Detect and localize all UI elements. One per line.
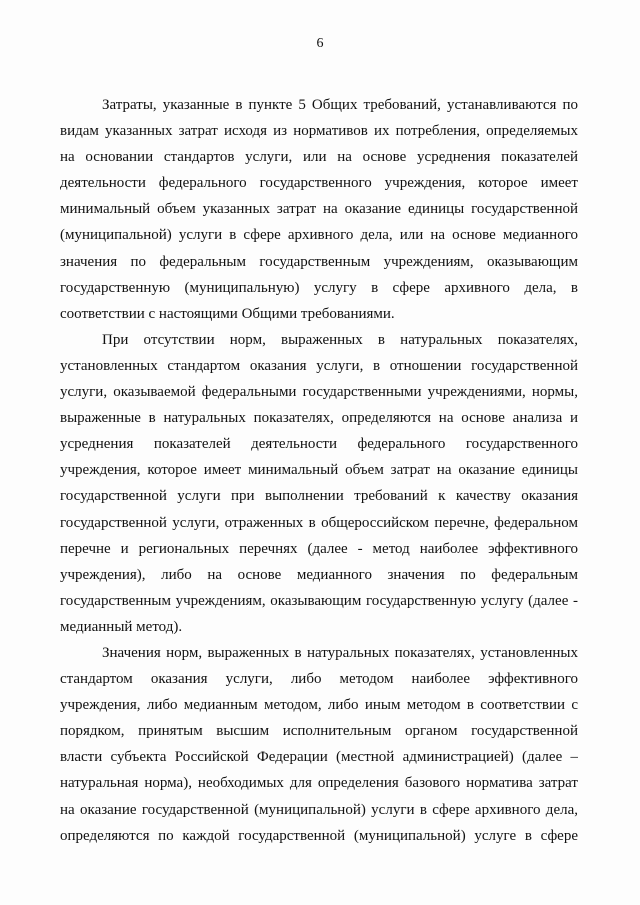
paragraph-3 bbox=[60, 640, 578, 849]
text-line: порядком, принятым высшим исполнительным органом государственной bbox=[60, 723, 578, 740]
text-line: государственным учреждениям, оказывающим государственную услугу (далее - bbox=[60, 592, 578, 609]
text-line: определяются по каждой государственной (муниципальной) услуге в сфере bbox=[60, 827, 578, 844]
text-line: (муниципальной) услуги в сфере архивного дела, или на основе медианного bbox=[60, 227, 578, 244]
text-line: услуги, оказываемой федеральными государственными учреждениями, нормы, bbox=[60, 384, 578, 401]
page-number: 6 bbox=[316, 36, 324, 51]
text-line: государственной услуги при выполнении требований к качеству оказания bbox=[60, 488, 578, 505]
text-line: При отсутствии норм, выраженных в натуральных показателях, bbox=[102, 331, 578, 348]
text-line: деятельности федерального государственного учреждения, которое имеет bbox=[60, 175, 578, 192]
text-line: учреждения), либо на основе медианного значения по федеральным bbox=[60, 566, 578, 583]
text-line: выраженные в натуральных показателях, определяются на основе анализа и bbox=[60, 410, 578, 427]
document-body bbox=[60, 92, 578, 849]
text-line: стандартом оказания услуги, либо методом наиболее эффективного bbox=[60, 671, 578, 688]
text-line: власти субъекта Российской Федерации (местной администрацией) (далее – bbox=[60, 749, 578, 766]
paragraph-1 bbox=[60, 92, 578, 327]
text-line: на основании стандартов услуги, или на основе усреднения показателей bbox=[60, 149, 578, 166]
text-line: государственную (муниципальную) услугу в сфере архивного дела, в bbox=[60, 279, 578, 296]
text-line: медианный метод). bbox=[60, 618, 183, 635]
text-line: на оказание государственной (муниципальной) услуги в сфере архивного дела, bbox=[60, 801, 578, 818]
text-line: минимальный объем указанных затрат на оказание единицы государственной bbox=[60, 201, 578, 218]
text-line: Затраты, указанные в пункте 5 Общих требований, устанавливаются по bbox=[102, 97, 578, 113]
text-line: установленных стандартом оказания услуги, в отношении государственной bbox=[60, 357, 578, 374]
text-line: видам указанных затрат исходя из нормативов их потребления, определяемых bbox=[60, 123, 578, 140]
text-line: Значения норм, выраженных в натуральных показателях, установленных bbox=[102, 644, 578, 661]
text-line: перечне и региональных перечнях (далее - метод наиболее эффективного bbox=[60, 540, 578, 557]
text-line: натуральная норма), необходимых для определения базового норматива затрат bbox=[60, 775, 578, 792]
paragraph-2 bbox=[60, 327, 578, 640]
text-line: государственной услуги, отраженных в общероссийском перечне, федеральном bbox=[60, 514, 578, 531]
text-line: учреждения, либо медианным методом, либо иным методом в соответствии с bbox=[60, 697, 578, 714]
text-line: учреждения, которое имеет минимальный объем затрат на оказание единицы bbox=[60, 462, 578, 479]
text-line: значения по федеральным государственным учреждениям, оказывающим bbox=[60, 253, 578, 270]
text-line: усреднения показателей деятельности федерального государственного bbox=[60, 436, 578, 453]
text-line: соответствии с настоящими Общими требованиями. bbox=[60, 305, 395, 322]
